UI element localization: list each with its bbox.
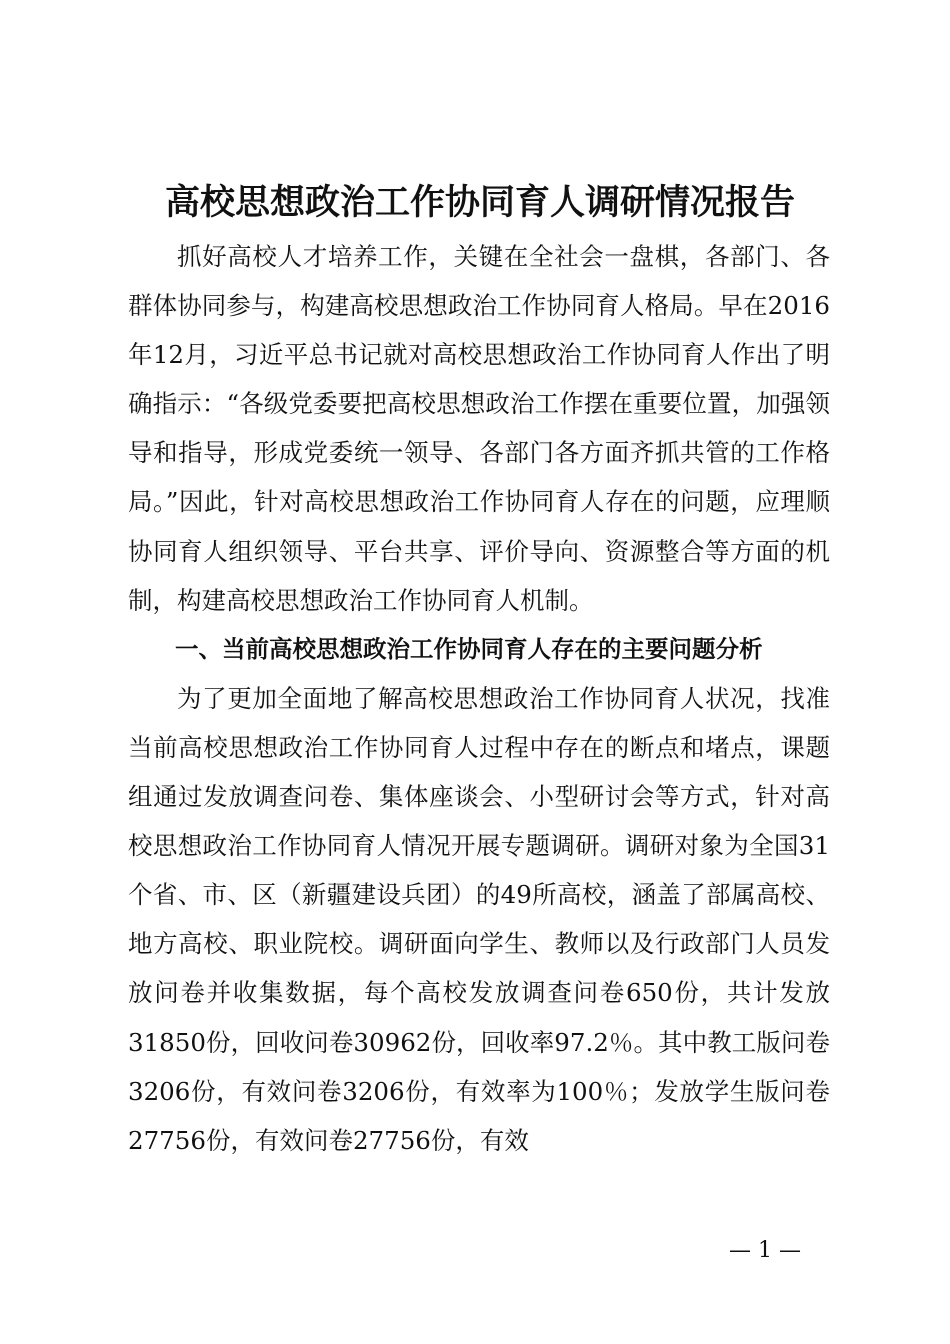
intro-paragraph: 抓好高校人才培养工作，关键在全社会一盘棋，各部门、各群体协同参与，构建高校思想政治工作协同育人格局。早在2016年12月，习近平总书记就对高校思想政治工作协同育人作出了明确指示：“各级党委要把高校思想政治工作摆在重要位置，加强领导和指导，形成党委统一领导、各部门各方面齐抓共管的工作格局。”因此，针对高校思想政治工作协同育人存在的问题，应理顺协同育人组织领导、平台共享、评价导向、资源整合等方面的机制，构建高校思想政治工作协同育人机制。	[128, 242, 830, 615]
survey-paragraph: 为了更加全面地了解高校思想政治工作协同育人状况，找准当前高校思想政治工作协同育人过程中存在的断点和堵点，课题组通过发放调查问卷、集体座谈会、小型研讨会等方式，针对高校思想政治工作协同育人情况开展专题调研。调研对象为全国31个省、市、区（新疆建设兵团）的49所高校，涵盖了部属高校、地方高校、职业院校。调研面向学生、教师以及行政部门人员发放问卷并收集数据，每个高校发放调查问卷650份，共计发放31850份，回收问卷30962份，回收率97.2％。其中教工版问卷3206份，有效问卷3206份，有效率为100％；发放学生版问卷27756份，有效问卷27756份，有效	[128, 683, 830, 1155]
document-body	[128, 232, 830, 1165]
section-heading-1: 一、当前高校思想政治工作协同育人存在的主要问题分析	[175, 634, 763, 663]
page-number: — 1 —	[729, 1238, 801, 1263]
document-title: 高校思想政治工作协同育人调研情况报告	[164, 182, 795, 223]
